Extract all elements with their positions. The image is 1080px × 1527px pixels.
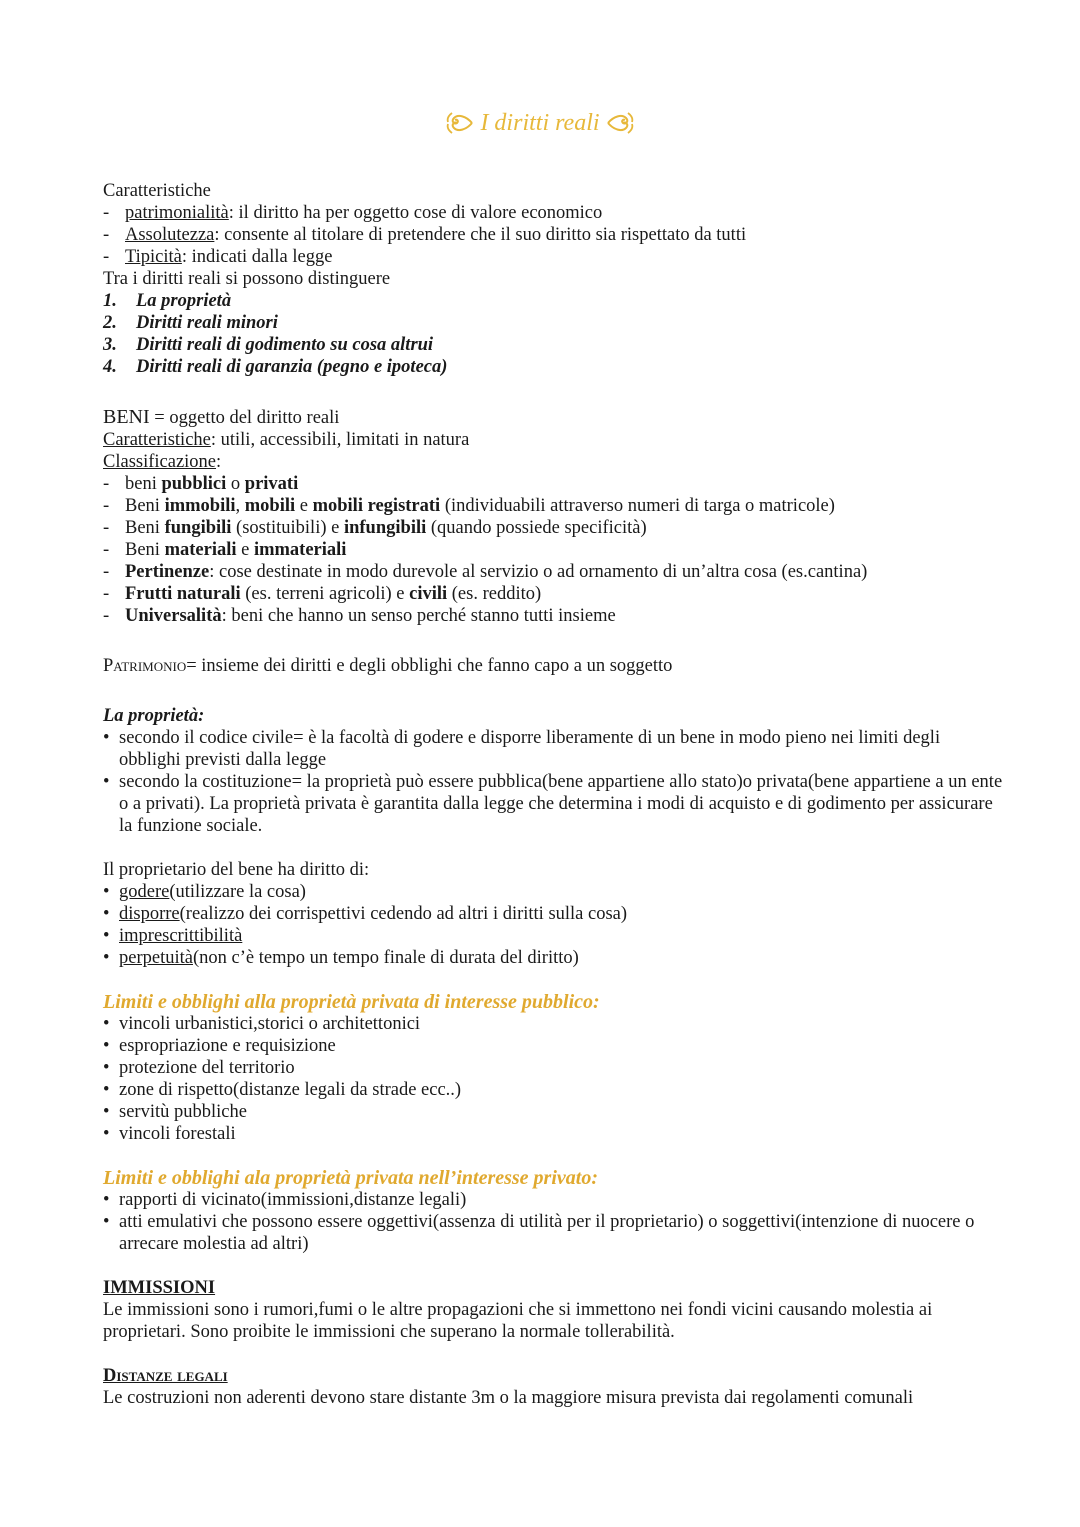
flourish-right-icon [604, 108, 638, 138]
list-number: 2. [103, 313, 117, 333]
list-item: • secondo la costituzione= la proprietà può essere pubblica(bene appartiene allo stato)o privata(bene appartiene a un ente o a privati). La proprietà privata è garantita dalla legge che determina i modi di acquisto e di godimento per assicurare la funzione sociale. [103, 771, 1003, 837]
patrimonio-heading: Patrimonio [103, 656, 187, 676]
list-item: • servitù pubbliche [103, 1101, 1003, 1123]
title-text: I diritti reali [480, 110, 600, 136]
title-area [0, 108, 1080, 144]
term-desc: : il diritto ha per oggetto cose di valore economico [228, 203, 603, 223]
list-item: • perpetuità(non c’è tempo un tempo finale di durata del diritto) [103, 947, 1003, 969]
beni-list [103, 473, 1003, 627]
list-item: • atti emulativi che possono essere oggettivi(assenza di utilità per il proprietario) o soggettivi(intenzione di nuocere o arrecare molestia ad altri) [103, 1211, 1003, 1255]
list-item: • godere(utilizzare la cosa) [103, 881, 1003, 903]
limiti-pubblico-heading: Limiti e obblighi alla proprietà privata di interesse pubblico: [103, 991, 600, 1013]
list-number: 1. [103, 291, 117, 311]
list-item [103, 356, 1003, 378]
list-item: • vincoli forestali [103, 1123, 1003, 1145]
list-number: 4. [103, 357, 117, 377]
list-text: Diritti reali minori [136, 313, 278, 333]
list-item: - Beni immobili, mobili e mobili registrati (individuabili attraverso numeri di targa o matricole) [103, 495, 1003, 517]
list-text: La proprietà [136, 291, 232, 311]
beni-def: = oggetto del diritto reali [149, 408, 340, 428]
beni-classification [103, 451, 1003, 473]
list-item: - Universalità: beni che hanno un senso perché stanno tutti insieme [103, 605, 1003, 627]
list-item: • disporre(realizzo dei corrispettivi cedendo ad altri i diritti sulla cosa) [103, 903, 1003, 925]
beni-definition [103, 406, 1003, 429]
list-item [103, 334, 1003, 356]
list-item: - Frutti naturali (es. terreni agricoli) e civili (es. reddito) [103, 583, 1003, 605]
list-item: - Beni materiali e immateriali [103, 539, 1003, 561]
term: patrimonialità [125, 203, 229, 223]
proprietario-lead: Il proprietario del bene ha diritto di: [103, 860, 370, 880]
list-item: - Beni fungibili (sostituibili) e infungibili (quando possiede specificità) [103, 517, 1003, 539]
intro-list [103, 202, 1003, 268]
list-item: - Pertinenze: cose destinate in modo durevole al servizio o ad ornamento di un’altra cosa (es.cantina) [103, 561, 1003, 583]
flourish-left-icon [442, 108, 476, 138]
list-number: 3. [103, 335, 117, 355]
term-desc: : indicati dalla legge [181, 247, 333, 267]
immissioni-text: Le immissioni sono i rumori,fumi o le altre propagazioni che si immettono nei fondi vicini causando molestia ai proprietari. Sono proibite le immissioni che superano la normale tollerabilità. [103, 1300, 933, 1342]
beni-heading: BENI [103, 406, 150, 428]
label: Caratteristiche [103, 430, 211, 450]
intro-heading: Caratteristiche [103, 181, 211, 201]
limiti-pubblico-list [103, 1013, 1003, 1145]
term-desc: : consente al titolare di pretendere che il suo diritto sia rispettato da tutti [214, 225, 747, 245]
numbered-list [103, 290, 1003, 378]
list-item: • espropriazione e requisizione [103, 1035, 1003, 1057]
distanze-heading: Distanze legali [103, 1366, 228, 1386]
intro-lead: Tra i diritti reali si possono distinguere [103, 269, 391, 289]
term: Tipicità [125, 247, 182, 267]
list-item: • secondo il codice civile= è la facoltà di godere e disporre liberamente di un bene in modo pieno nei limiti degli obblighi previsti dalla legge [103, 727, 1003, 771]
list-item [103, 246, 1003, 268]
list-item: • zone di rispetto(distanze legali da strade ecc..) [103, 1079, 1003, 1101]
text: : utili, accessibili, limitati in natura [210, 430, 470, 450]
list-item [103, 290, 1003, 312]
proprieta-list [103, 727, 1003, 837]
patrimonio-definition [103, 655, 1003, 677]
document-body [103, 180, 1003, 1409]
list-item [103, 312, 1003, 334]
limiti-privato-heading: Limiti e obblighi ala proprietà privata nell’interesse privato: [103, 1167, 598, 1189]
proprieta-heading: La proprietà: [103, 706, 205, 726]
text: : [216, 452, 222, 472]
list-item: • imprescrittibilità [103, 925, 1003, 947]
limiti-privato-list [103, 1189, 1003, 1255]
proprietario-list [103, 881, 1003, 969]
patrimonio-text: = insieme dei diritti e degli obblighi che fanno capo a un soggetto [186, 656, 673, 676]
list-item [103, 202, 1003, 224]
list-text: Diritti reali di garanzia (pegno e ipoteca) [136, 357, 448, 377]
list-item: - beni pubblici o privati [103, 473, 1003, 495]
term: Assolutezza [125, 225, 215, 245]
immissioni-heading: IMMISSIONI [103, 1278, 216, 1298]
list-text: Diritti reali di godimento su cosa altrui [136, 335, 434, 355]
list-item: • protezione del territorio [103, 1057, 1003, 1079]
page-title [442, 108, 637, 138]
beni-characteristics [103, 429, 1003, 451]
distanze-text: Le costruzioni non aderenti devono stare distante 3m o la maggiore misura prevista dai regolamenti comunali [103, 1388, 914, 1408]
list-item: • rapporti di vicinato(immissioni,distanze legali) [103, 1189, 1003, 1211]
list-item [103, 224, 1003, 246]
list-item: • vincoli urbanistici,storici o architettonici [103, 1013, 1003, 1035]
label: Classificazione [103, 452, 217, 472]
